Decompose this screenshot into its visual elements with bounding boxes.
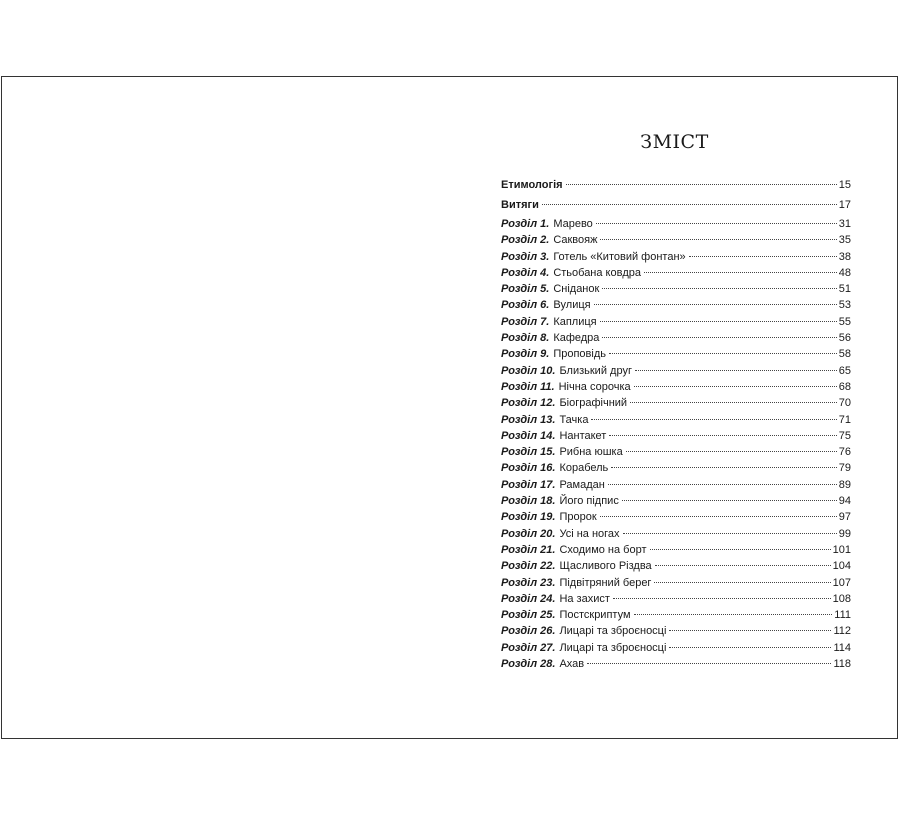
toc-page-number: 58 bbox=[838, 348, 851, 361]
toc-list bbox=[501, 179, 851, 674]
toc-chapter-entry bbox=[501, 283, 851, 299]
toc-title: ЗМІСТ bbox=[640, 131, 709, 153]
toc-chapter-name: Пророк bbox=[559, 511, 597, 524]
toc-page-number: 107 bbox=[832, 576, 851, 589]
toc-chapter-name: Корабель bbox=[559, 462, 609, 475]
toc-chapter-entry bbox=[501, 365, 851, 381]
toc-chapter-entry bbox=[501, 625, 851, 641]
toc-chapter-entry bbox=[501, 316, 851, 332]
toc-leader-dots bbox=[609, 435, 836, 436]
toc-chapter-entry bbox=[501, 495, 851, 511]
toc-page-number: 65 bbox=[838, 364, 851, 377]
toc-chapter-number: Розділ 22. bbox=[501, 560, 556, 573]
toc-chapter-entry bbox=[501, 658, 851, 674]
toc-leader-dots bbox=[600, 321, 837, 322]
toc-chapter-entry bbox=[501, 332, 851, 348]
toc-chapter-entry bbox=[501, 528, 851, 544]
toc-chapter-name: Близький друг bbox=[559, 364, 632, 377]
toc-chapter-name: На захист bbox=[559, 592, 610, 605]
toc-chapter-name: Нічна сорочка bbox=[558, 380, 631, 393]
toc-page-number: 97 bbox=[838, 511, 851, 524]
toc-leader-dots bbox=[634, 614, 833, 615]
toc-chapter-entry bbox=[501, 446, 851, 462]
toc-chapter-number: Розділ 17. bbox=[501, 478, 556, 491]
toc-leader-dots bbox=[689, 256, 837, 257]
toc-leader-dots bbox=[644, 272, 837, 273]
toc-chapter-entry bbox=[501, 234, 851, 250]
toc-chapter-number: Розділ 28. bbox=[501, 658, 556, 671]
toc-chapter-name: Тачка bbox=[559, 413, 589, 426]
toc-chapter-number: Розділ 26. bbox=[501, 625, 556, 638]
toc-leader-dots bbox=[594, 304, 837, 305]
toc-chapter-entry bbox=[501, 479, 851, 495]
toc-chapter-number: Розділ 20. bbox=[501, 527, 556, 540]
toc-chapter-name: Лицарі та зброєносці bbox=[559, 641, 667, 654]
toc-page-number: 108 bbox=[832, 592, 851, 605]
toc-leader-dots bbox=[626, 451, 837, 452]
toc-chapter-number: Розділ 2. bbox=[501, 234, 550, 247]
toc-chapter-number: Розділ 25. bbox=[501, 609, 556, 622]
toc-chapter-name: Марево bbox=[553, 218, 593, 230]
toc-chapter-entry bbox=[501, 381, 851, 397]
toc-chapter-name: Біографічний bbox=[559, 397, 628, 410]
toc-chapter-number: Розділ 6. bbox=[501, 299, 550, 312]
toc-chapter-number: Розділ 5. bbox=[501, 283, 550, 296]
toc-leader-dots bbox=[654, 582, 830, 583]
toc-leader-dots bbox=[669, 647, 831, 648]
toc-chapter-entry bbox=[501, 348, 851, 364]
toc-page-number: 53 bbox=[838, 299, 851, 312]
toc-chapter-entry bbox=[501, 299, 851, 315]
toc-leader-dots bbox=[602, 288, 836, 289]
toc-leader-dots bbox=[635, 370, 837, 371]
toc-chapter-name: Каплиця bbox=[553, 315, 597, 328]
toc-page-number: 71 bbox=[838, 413, 851, 426]
toc-chapter-name: Підвітряний берег bbox=[559, 576, 652, 589]
toc-chapter-number: Розділ 13. bbox=[501, 413, 556, 426]
toc-chapter-number: Розділ 12. bbox=[501, 397, 556, 410]
toc-entry-name: Витяги bbox=[501, 198, 539, 211]
toc-chapter-entry bbox=[501, 642, 851, 658]
toc-entry bbox=[501, 179, 851, 199]
toc-page-number: 99 bbox=[838, 527, 851, 540]
toc-chapter-name: Саквояж bbox=[553, 234, 598, 247]
toc-leader-dots bbox=[600, 516, 837, 517]
toc-chapter-number: Розділ 23. bbox=[501, 576, 556, 589]
toc-page-number: 35 bbox=[838, 234, 851, 247]
toc-chapter-name: Проповідь bbox=[553, 348, 606, 361]
toc-leader-dots bbox=[609, 353, 837, 354]
toc-chapter-name: Рамадан bbox=[559, 478, 605, 491]
toc-chapter-name: Вулиця bbox=[553, 299, 591, 312]
toc-leader-dots bbox=[650, 549, 831, 550]
toc-chapter-number: Розділ 27. bbox=[501, 641, 556, 654]
toc-chapter-name: Кафедра bbox=[553, 332, 600, 345]
toc-leader-dots bbox=[623, 533, 837, 534]
toc-leader-dots bbox=[600, 239, 836, 240]
toc-page-number: 118 bbox=[833, 658, 851, 671]
toc-chapter-number: Розділ 1. bbox=[501, 218, 550, 230]
toc-leader-dots bbox=[634, 386, 837, 387]
toc-page-number: 94 bbox=[838, 495, 851, 508]
book-spread bbox=[1, 76, 898, 739]
toc-chapter-number: Розділ 24. bbox=[501, 592, 556, 605]
toc-chapter-name: Лицарі та зброєносці bbox=[559, 625, 667, 638]
toc-chapter-number: Розділ 16. bbox=[501, 462, 556, 475]
toc-chapter-entry bbox=[501, 251, 851, 267]
toc-chapter-name: Сходимо на борт bbox=[559, 543, 647, 556]
toc-chapter-number: Розділ 8. bbox=[501, 332, 550, 345]
toc-chapter-name: Усі на ногах bbox=[559, 527, 620, 540]
toc-leader-dots bbox=[608, 484, 837, 485]
toc-chapter-entry bbox=[501, 609, 851, 625]
toc-page-number: 76 bbox=[838, 446, 851, 459]
toc-chapter-number: Розділ 11. bbox=[501, 380, 555, 393]
toc-chapter-name: Рибна юшка bbox=[559, 446, 623, 459]
toc-page-number: 48 bbox=[838, 266, 851, 279]
toc-page-number: 79 bbox=[838, 462, 851, 475]
toc-leader-dots bbox=[566, 184, 837, 185]
toc-chapter-name: Постскриптум bbox=[559, 609, 631, 622]
toc-chapter-name: Щасливого Різдва bbox=[559, 560, 652, 573]
toc-chapter-name: Його підпис bbox=[559, 495, 619, 508]
toc-chapter-name: Готель «Китовий фонтан» bbox=[553, 250, 686, 263]
toc-page-number: 112 bbox=[833, 625, 851, 638]
toc-page-number: 70 bbox=[838, 397, 851, 410]
toc-page-number: 17 bbox=[838, 198, 851, 211]
right-page bbox=[450, 77, 899, 738]
toc-chapter-entry bbox=[501, 430, 851, 446]
toc-chapter-name: Стьобана ковдра bbox=[553, 266, 641, 279]
toc-leader-dots bbox=[591, 419, 836, 420]
toc-page-number: 75 bbox=[838, 429, 851, 442]
toc-page-number: 15 bbox=[838, 179, 851, 191]
toc-chapter-number: Розділ 10. bbox=[501, 364, 556, 377]
toc-leader-dots bbox=[655, 565, 831, 566]
toc-page-number: 68 bbox=[838, 380, 851, 393]
toc-page-number: 51 bbox=[838, 283, 851, 296]
toc-page-number: 111 bbox=[834, 609, 851, 622]
toc-chapter-entry bbox=[501, 462, 851, 478]
toc-chapter-number: Розділ 3. bbox=[501, 250, 550, 263]
toc-chapter-entry bbox=[501, 267, 851, 283]
toc-chapter-number: Розділ 7. bbox=[501, 315, 550, 328]
toc-chapter-entry bbox=[501, 414, 851, 430]
toc-chapter-number: Розділ 21. bbox=[501, 543, 556, 556]
toc-leader-dots bbox=[611, 467, 836, 468]
toc-chapter-entry bbox=[501, 544, 851, 560]
toc-chapter-entry bbox=[501, 511, 851, 527]
toc-chapter-name: Сніданок bbox=[553, 283, 600, 296]
toc-chapter-number: Розділ 14. bbox=[501, 429, 556, 442]
toc-page-number: 104 bbox=[832, 560, 851, 573]
toc-page-number: 55 bbox=[838, 315, 851, 328]
toc-chapter-entry bbox=[501, 560, 851, 576]
toc-leader-dots bbox=[587, 663, 831, 664]
toc-chapter-number: Розділ 19. bbox=[501, 511, 556, 524]
toc-leader-dots bbox=[622, 500, 837, 501]
toc-leader-dots bbox=[630, 402, 837, 403]
toc-page-number: 56 bbox=[838, 332, 851, 345]
toc-chapter-number: Розділ 15. bbox=[501, 446, 556, 459]
toc-page-number: 38 bbox=[838, 250, 851, 263]
toc-page-number: 114 bbox=[833, 641, 851, 654]
toc-chapter-number: Розділ 18. bbox=[501, 495, 556, 508]
toc-leader-dots bbox=[613, 598, 831, 599]
toc-entry bbox=[501, 199, 851, 219]
toc-page-number: 101 bbox=[832, 543, 851, 556]
toc-entry-name: Етимологія bbox=[501, 179, 563, 191]
toc-leader-dots bbox=[602, 337, 836, 338]
toc-page-number: 31 bbox=[838, 218, 851, 230]
toc-leader-dots bbox=[669, 630, 831, 631]
left-page bbox=[2, 77, 450, 738]
toc-chapter-entry bbox=[501, 397, 851, 413]
toc-chapter-number: Розділ 9. bbox=[501, 348, 550, 361]
toc-chapter-entry bbox=[501, 593, 851, 609]
toc-chapter-name: Ахав bbox=[559, 658, 585, 671]
toc-chapter-name: Нантакет bbox=[559, 429, 607, 442]
toc-leader-dots bbox=[596, 223, 837, 224]
toc-chapter-entry bbox=[501, 577, 851, 593]
toc-chapter-number: Розділ 4. bbox=[501, 266, 550, 279]
toc-leader-dots bbox=[542, 204, 837, 205]
toc-page-number: 89 bbox=[838, 478, 851, 491]
toc-chapter-entry bbox=[501, 218, 851, 234]
